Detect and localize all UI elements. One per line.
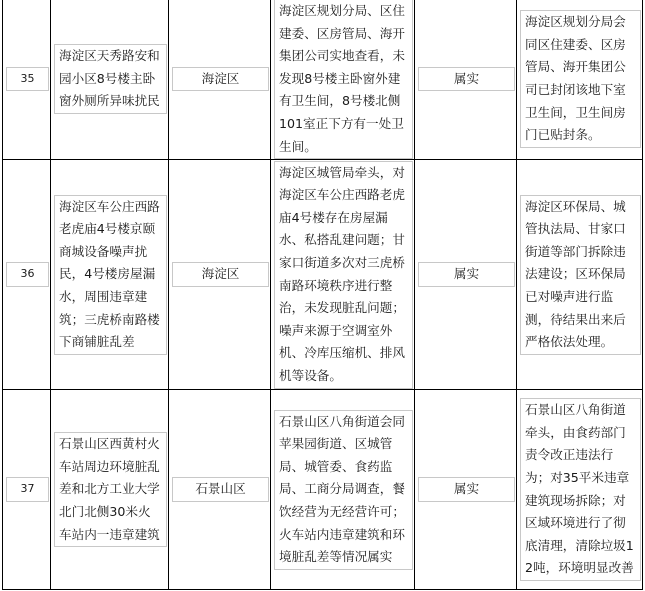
investigation-text: 海淀区城管局牵头，对海淀区车公庄西路老虎庙4号楼存在房屋漏水、私搭乱建问题；甘家口街道多次对三虎桥南路环境秩序进行整治，未发现脏乱问题；噪声来源于空调室外机、冷库压缩机、排风机等设备。	[279, 164, 405, 384]
district-text: 海淀区	[201, 70, 240, 86]
issue-text: 海淀区天秀路安和园小区8号楼主卧窗外厕所异味扰民	[59, 48, 160, 109]
verdict-text: 属实	[453, 481, 480, 497]
row-number-cell	[3, 160, 51, 390]
row-number: 37	[20, 482, 35, 496]
investigation-text: 海淀区规划分局、区住建委、区房管局、海开集团公司实地查看，未发现8号楼主卧窗外建有卫生间，8号楼北侧101室正下方有一处卫生间。	[279, 3, 405, 154]
issue-text: 石景山区西黄村火车站周边环境脏乱差和北方工业大学北门北侧30米火车站内一违章建筑	[59, 436, 160, 542]
handling-text: 海淀区环保局、城管执法局、甘家口街道等部门拆除违法建设；区环保局已对噪声进行监测，待结果出来后严格依法处理。	[525, 198, 626, 350]
investigation-cell	[271, 390, 415, 590]
handling-cell	[517, 0, 643, 160]
handling-cell	[517, 390, 643, 590]
handling-cell	[517, 160, 643, 390]
investigation-cell	[271, 0, 415, 160]
issue-cell	[51, 390, 169, 590]
row-number-cell	[3, 0, 51, 160]
district-cell	[169, 390, 271, 590]
investigation-text: 石景山区八角街道会同苹果园街道、区城管局、城管委、食药监局、工商分局调查，餐饮经营为无经营许可；火车站内违章建筑和环境脏乱差等情况属实	[279, 413, 405, 565]
verdict-cell	[415, 160, 517, 390]
table-row	[3, 0, 643, 160]
district-cell	[169, 0, 271, 160]
verdict-cell	[415, 390, 517, 590]
issue-cell	[51, 0, 169, 160]
table-row	[3, 160, 643, 390]
verdict-cell	[415, 0, 517, 160]
handling-text: 石景山区八角街道牵头，由食药部门责令改正违法行为；对35平米违章建筑现场拆除；对区域环境进行了彻底清理，清除垃圾12吨，环境明显改善	[525, 402, 634, 576]
complaint-table	[2, 0, 643, 590]
district-text: 石景山区	[195, 481, 246, 497]
issue-text: 海淀区车公庄西路老虎庙4号楼京颐商城设备噪声扰民，4号楼房屋漏水，周围违章建筑；三虎桥南路楼下商铺脏乱差	[59, 198, 160, 350]
row-number-cell	[3, 390, 51, 590]
district-text: 海淀区	[201, 266, 240, 282]
row-number: 35	[20, 71, 35, 85]
investigation-cell	[271, 160, 415, 390]
issue-cell	[51, 160, 169, 390]
district-cell	[169, 160, 271, 390]
row-number: 36	[20, 267, 35, 281]
verdict-text: 属实	[453, 266, 480, 282]
handling-text: 海淀区规划分局会同区住建委、区房管局、海开集团公司已封闭该地下室卫生间，卫生间房门已贴封条。	[525, 14, 626, 143]
table-row	[3, 390, 643, 590]
verdict-text: 属实	[453, 70, 480, 86]
